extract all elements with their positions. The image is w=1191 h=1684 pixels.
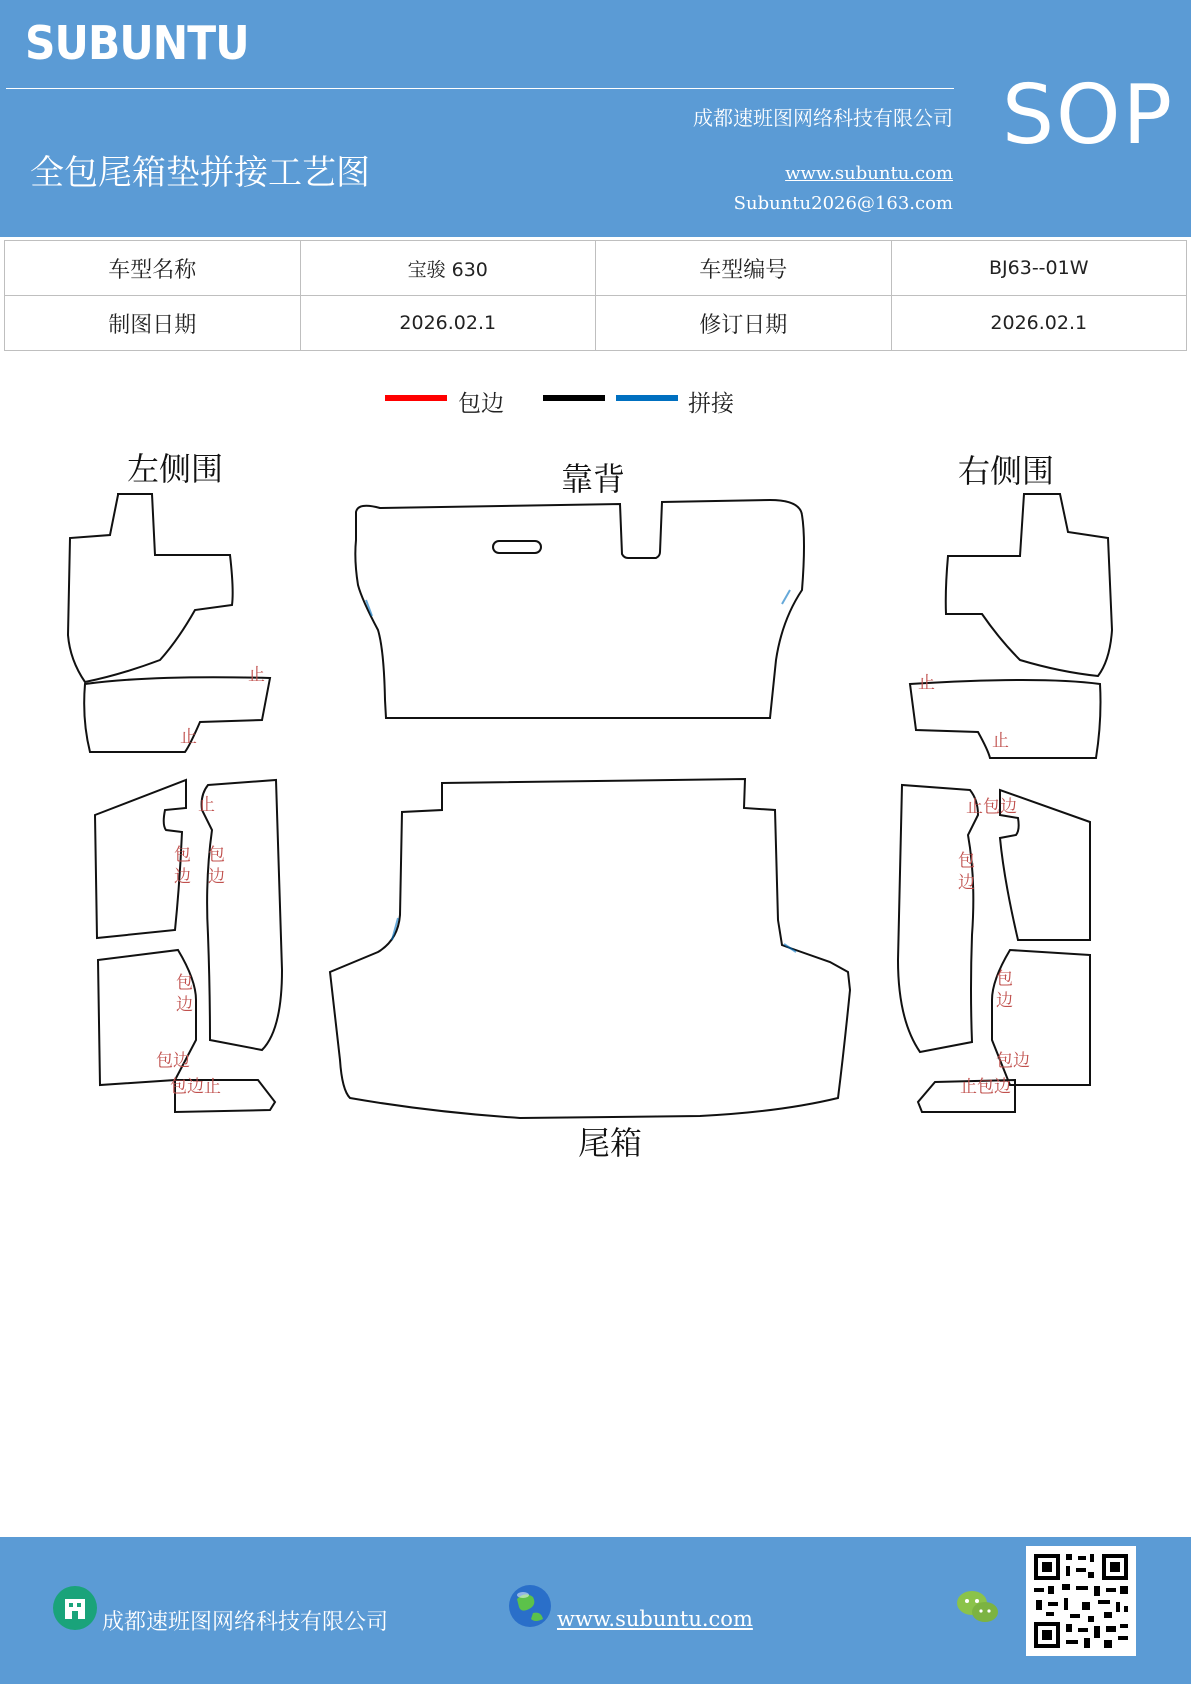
stop-edge-mark: 止包边	[966, 797, 1017, 817]
edge-mark-top: 包	[996, 969, 1013, 989]
backrest-handle-slot	[493, 541, 541, 553]
legend-edge-label: 包边	[458, 391, 504, 417]
legend-splice-swatch	[616, 395, 678, 401]
left-side-mid-panel	[95, 780, 186, 938]
line-legend	[0, 385, 1191, 425]
edge-mark-bottom: 边	[176, 995, 193, 1015]
edge-mark-top: 包	[208, 845, 225, 865]
trunk-floor-panel	[330, 779, 850, 1118]
company-name: 成都速班图网络科技有限公司	[693, 106, 953, 130]
footer-banner	[0, 1537, 1191, 1684]
document-title: 全包尾箱垫拼接工艺图	[30, 153, 370, 193]
footer-website-link[interactable]: www.subuntu.com	[557, 1607, 753, 1631]
left-side-pillar-panel	[202, 780, 282, 1050]
footer-company-name: 成都速班图网络科技有限公司	[102, 1610, 389, 1635]
edge-mark: 包边	[996, 1051, 1030, 1071]
header-divider	[6, 88, 954, 89]
globe-icon	[507, 1583, 553, 1629]
brand-logo: SUBUNTU	[25, 16, 249, 70]
trunk-mat-pattern-drawing	[0, 440, 1191, 1180]
stop-mark: 止	[918, 673, 935, 693]
trunk-label: 尾箱	[577, 1124, 643, 1162]
legend-cut-swatch	[543, 395, 605, 401]
website-link[interactable]: www.subuntu.com	[785, 163, 953, 184]
wechat-icon	[955, 1587, 1001, 1627]
right-side-upper-panel	[946, 494, 1112, 676]
model-name-value: 宝骏 630	[300, 241, 596, 296]
edge-mark-bottom: 边	[958, 873, 975, 893]
edge-mark-bottom: 边	[208, 867, 225, 887]
right-side-label: 右侧围	[957, 452, 1055, 490]
draw-date-label: 制图日期	[5, 296, 301, 351]
left-side-strip-panel	[84, 677, 270, 752]
left-side-label: 左侧围	[126, 450, 224, 488]
table-row	[5, 241, 1187, 296]
sop-tag: SOP	[1002, 68, 1175, 163]
stop-mark: 止	[992, 731, 1009, 751]
legend-edge-swatch	[385, 395, 447, 401]
right-side-pillar-panel	[898, 785, 978, 1052]
edge-mark-bottom: 边	[996, 991, 1013, 1011]
table-row	[5, 296, 1187, 351]
legend-splice-label: 拼接	[688, 391, 734, 417]
model-code-label: 车型编号	[596, 241, 892, 296]
model-name-label: 车型名称	[5, 241, 301, 296]
qr-code-icon[interactable]	[1026, 1546, 1136, 1656]
edge-mark-top: 包	[958, 851, 975, 871]
draw-date-value: 2026.02.1	[300, 296, 596, 351]
header-banner	[0, 0, 1191, 237]
stop-mark: 止	[248, 665, 265, 685]
edge-mark-top: 包	[174, 845, 191, 865]
stop-mark: 止	[198, 795, 215, 815]
email-address: Subuntu2026@163.com	[733, 193, 953, 214]
left-side-upper-panel	[68, 494, 233, 682]
revise-date-label: 修订日期	[596, 296, 892, 351]
edge-mark: 包边	[156, 1051, 190, 1071]
backrest-label: 靠背	[560, 460, 626, 498]
revise-date-value: 2026.02.1	[891, 296, 1187, 351]
edge-mark-top: 包	[176, 973, 193, 993]
edge-mark-bottom: 边	[174, 867, 191, 887]
building-icon	[52, 1585, 98, 1631]
backrest-panel	[355, 500, 804, 718]
edge-stop-mark: 包边止	[170, 1077, 221, 1097]
model-code-value: BJ63--01W	[891, 241, 1187, 296]
stop-edge-mark: 止包边	[960, 1077, 1011, 1097]
stop-mark: 止	[180, 727, 197, 747]
vehicle-info-table	[4, 240, 1187, 351]
